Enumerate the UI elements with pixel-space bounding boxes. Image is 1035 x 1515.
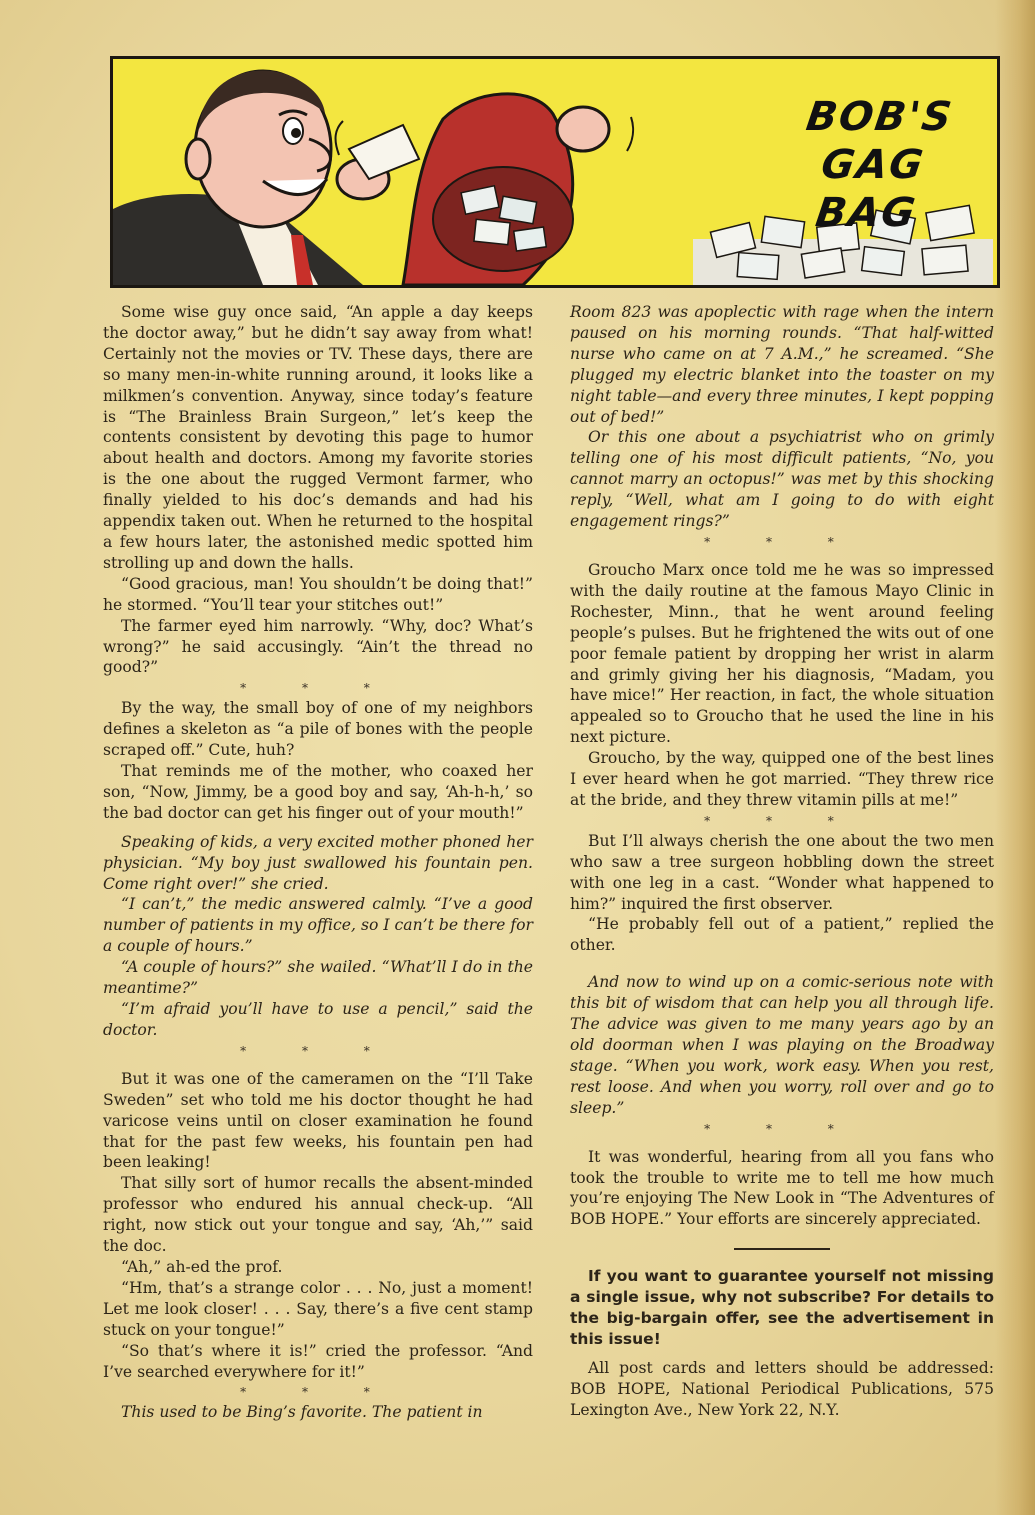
title-line-2: GAG BAG xyxy=(812,142,928,236)
paragraph: Or this one about a psychiatrist who on grimly telling one of his most difficult patients, “No, you cannot marry an octopus!” was met by this shocking reply, “Well, what am I going to do with eight engagement rings?” xyxy=(570,428,994,531)
gag-bag-banner xyxy=(110,56,1000,288)
paragraph: By the way, the small boy of one of my neighbors defines a skeleton as “a pile of bones with the people scraped off.” Cute, huh? xyxy=(103,699,533,760)
paragraph: That reminds me of the mother, who coaxed her son, “Now, Jimmy, be a good boy and say, ‘Ah-h-h,’ so the bad doctor can get his finger out of your mouth!” xyxy=(103,762,533,822)
paragraph: “Ah,” ah-ed the prof. xyxy=(121,1257,283,1276)
gag-bag-title xyxy=(763,93,983,237)
paragraph: “Good gracious, man! You shouldn’t be doing that!” he stormed. “You’ll tear your stitches out!” xyxy=(103,574,533,614)
separator-stars: * * * xyxy=(704,534,860,549)
page-edge-shadow xyxy=(995,0,1035,1515)
paragraph: Speaking of kids, a very excited mother phoned her physician. “My boy just swallowed his fountain pen. Come right over!” she cried. xyxy=(103,832,533,893)
mailing-address: All post cards and letters should be addressed: BOB HOPE, National Periodical Publications, 575 Lexington Ave., New York 22, N.Y. xyxy=(570,1359,994,1420)
separator-stars: * * * xyxy=(240,681,396,696)
separator-stars: * * * xyxy=(240,1385,396,1400)
paragraph: The farmer eyed him narrowly. “Why, doc? What’s wrong?” he said accusingly. “Ain’t the thread no good?” xyxy=(103,616,533,677)
paragraph: “I can’t,” the medic answered calmly. “I’ve a good number of patients in my office, so I can’t be there for a couple of hours.” xyxy=(103,895,533,956)
paragraph: And now to wind up on a comic-serious note with this bit of wisdom that can help you all through life. The advice was given to me many years ago by an old doorman when I was playing on the Broadway stage. “When you work, work easy. When you rest, rest loose. And when you worry, roll over and go to sleep.” xyxy=(570,973,994,1117)
paragraph: “I’m afraid you’ll have to use a pencil,” said the doctor. xyxy=(103,1000,533,1039)
paragraph: “So that’s where it is!” cried the professor. “And I’ve searched everywhere for it!” xyxy=(103,1341,533,1381)
paragraph: Room 823 was apoplectic with rage when the intern paused on his morning rounds. “That half-witted nurse who came on at 7 A.M.,” he screamed. “She plugged my electric blanket into the toaster on my night table—and every three minutes, I kept popping out of bed!” xyxy=(570,303,994,426)
paragraph: “Hm, that’s a strange color . . . No, just a moment! Let me look closer! . . . Say, there’s a five cent stamp stuck on your tongue!” xyxy=(103,1278,533,1339)
separator-stars: * * * xyxy=(704,813,860,828)
divider-rule xyxy=(734,1248,830,1250)
left-column xyxy=(103,302,533,1423)
right-column xyxy=(570,302,994,1421)
paragraph: That silly sort of humor recalls the absent-minded professor who endured his annual check-up. “All right, now stick out your tongue and say, ‘Ah,’” said the doc. xyxy=(103,1174,533,1256)
separator-stars: * * * xyxy=(240,1043,396,1058)
paragraph: “A couple of hours?” she wailed. “What’ll I do in the meantime?” xyxy=(103,958,533,998)
paragraph: But I’ll always cherish the one about the two men who saw a tree surgeon hobbling down the street with one leg in a cast. “Wonder what happened to him?” inquired the first observer. xyxy=(570,831,994,913)
paragraph: Groucho, by the way, quipped one of the best lines I ever heard when he got married. “They threw rice at the bride, and they threw vitamin pills at me!” xyxy=(570,749,994,809)
paragraph: It was wonderful, hearing from all you fans who took the trouble to write me to tell me how much you’re enjoying The New Look in “The Adventures of BOB HOPE.” Your efforts are sincerely appreciated. xyxy=(570,1147,994,1229)
paragraph: Some wise guy once said, “An apple a day keeps the doctor away,” but he didn’t say away from what! Certainly not the movies or TV. These days, there are so many men-in-white running around, it looks like a milkmen’s convention. Anyway, since today’s feature is “The Brainless Brain Surgeon,” let’s keep the contents consistent by devoting this page to humor about health and doctors. Among my favorite stories is the one about the rugged Vermont farmer, who finally yielded to his doc’s demands and had his appendix taken out. When he returned to the hospital a few hours later, the astonished medic spotted him strolling up and down the halls. xyxy=(103,303,533,572)
paragraph: “He probably fell out of a patient,” replied the other. xyxy=(570,915,994,955)
subscribe-promo: If you want to guarantee yourself not missing a single issue, why not subscribe? For details to the big-bargain offer, see the advertisement in this issue! xyxy=(570,1267,994,1349)
separator-stars: * * * xyxy=(704,1121,860,1136)
paragraph: Groucho Marx once told me he was so impressed with the daily routine at the famous Mayo Clinic in Rochester, Minn., that he went around feeling people’s pulses. But he frightened the wits out of one poor female patient by dropping her wrist in alarm and grimly giving her his diagnosis, “Madam, you have mice!” Her reaction, in fact, the whole situation appealed so to Groucho that he used the line in his next picture. xyxy=(570,560,994,747)
paragraph: This used to be Bing’s favorite. The patient in xyxy=(121,1403,483,1422)
title-line-1: BOB'S xyxy=(803,94,956,140)
paragraph: But it was one of the cameramen on the “I’ll Take Sweden” set who told me his doctor thought he had varicose veins until on closer examination he found that for the past few weeks, his fountain pen had been leaking! xyxy=(103,1069,533,1172)
